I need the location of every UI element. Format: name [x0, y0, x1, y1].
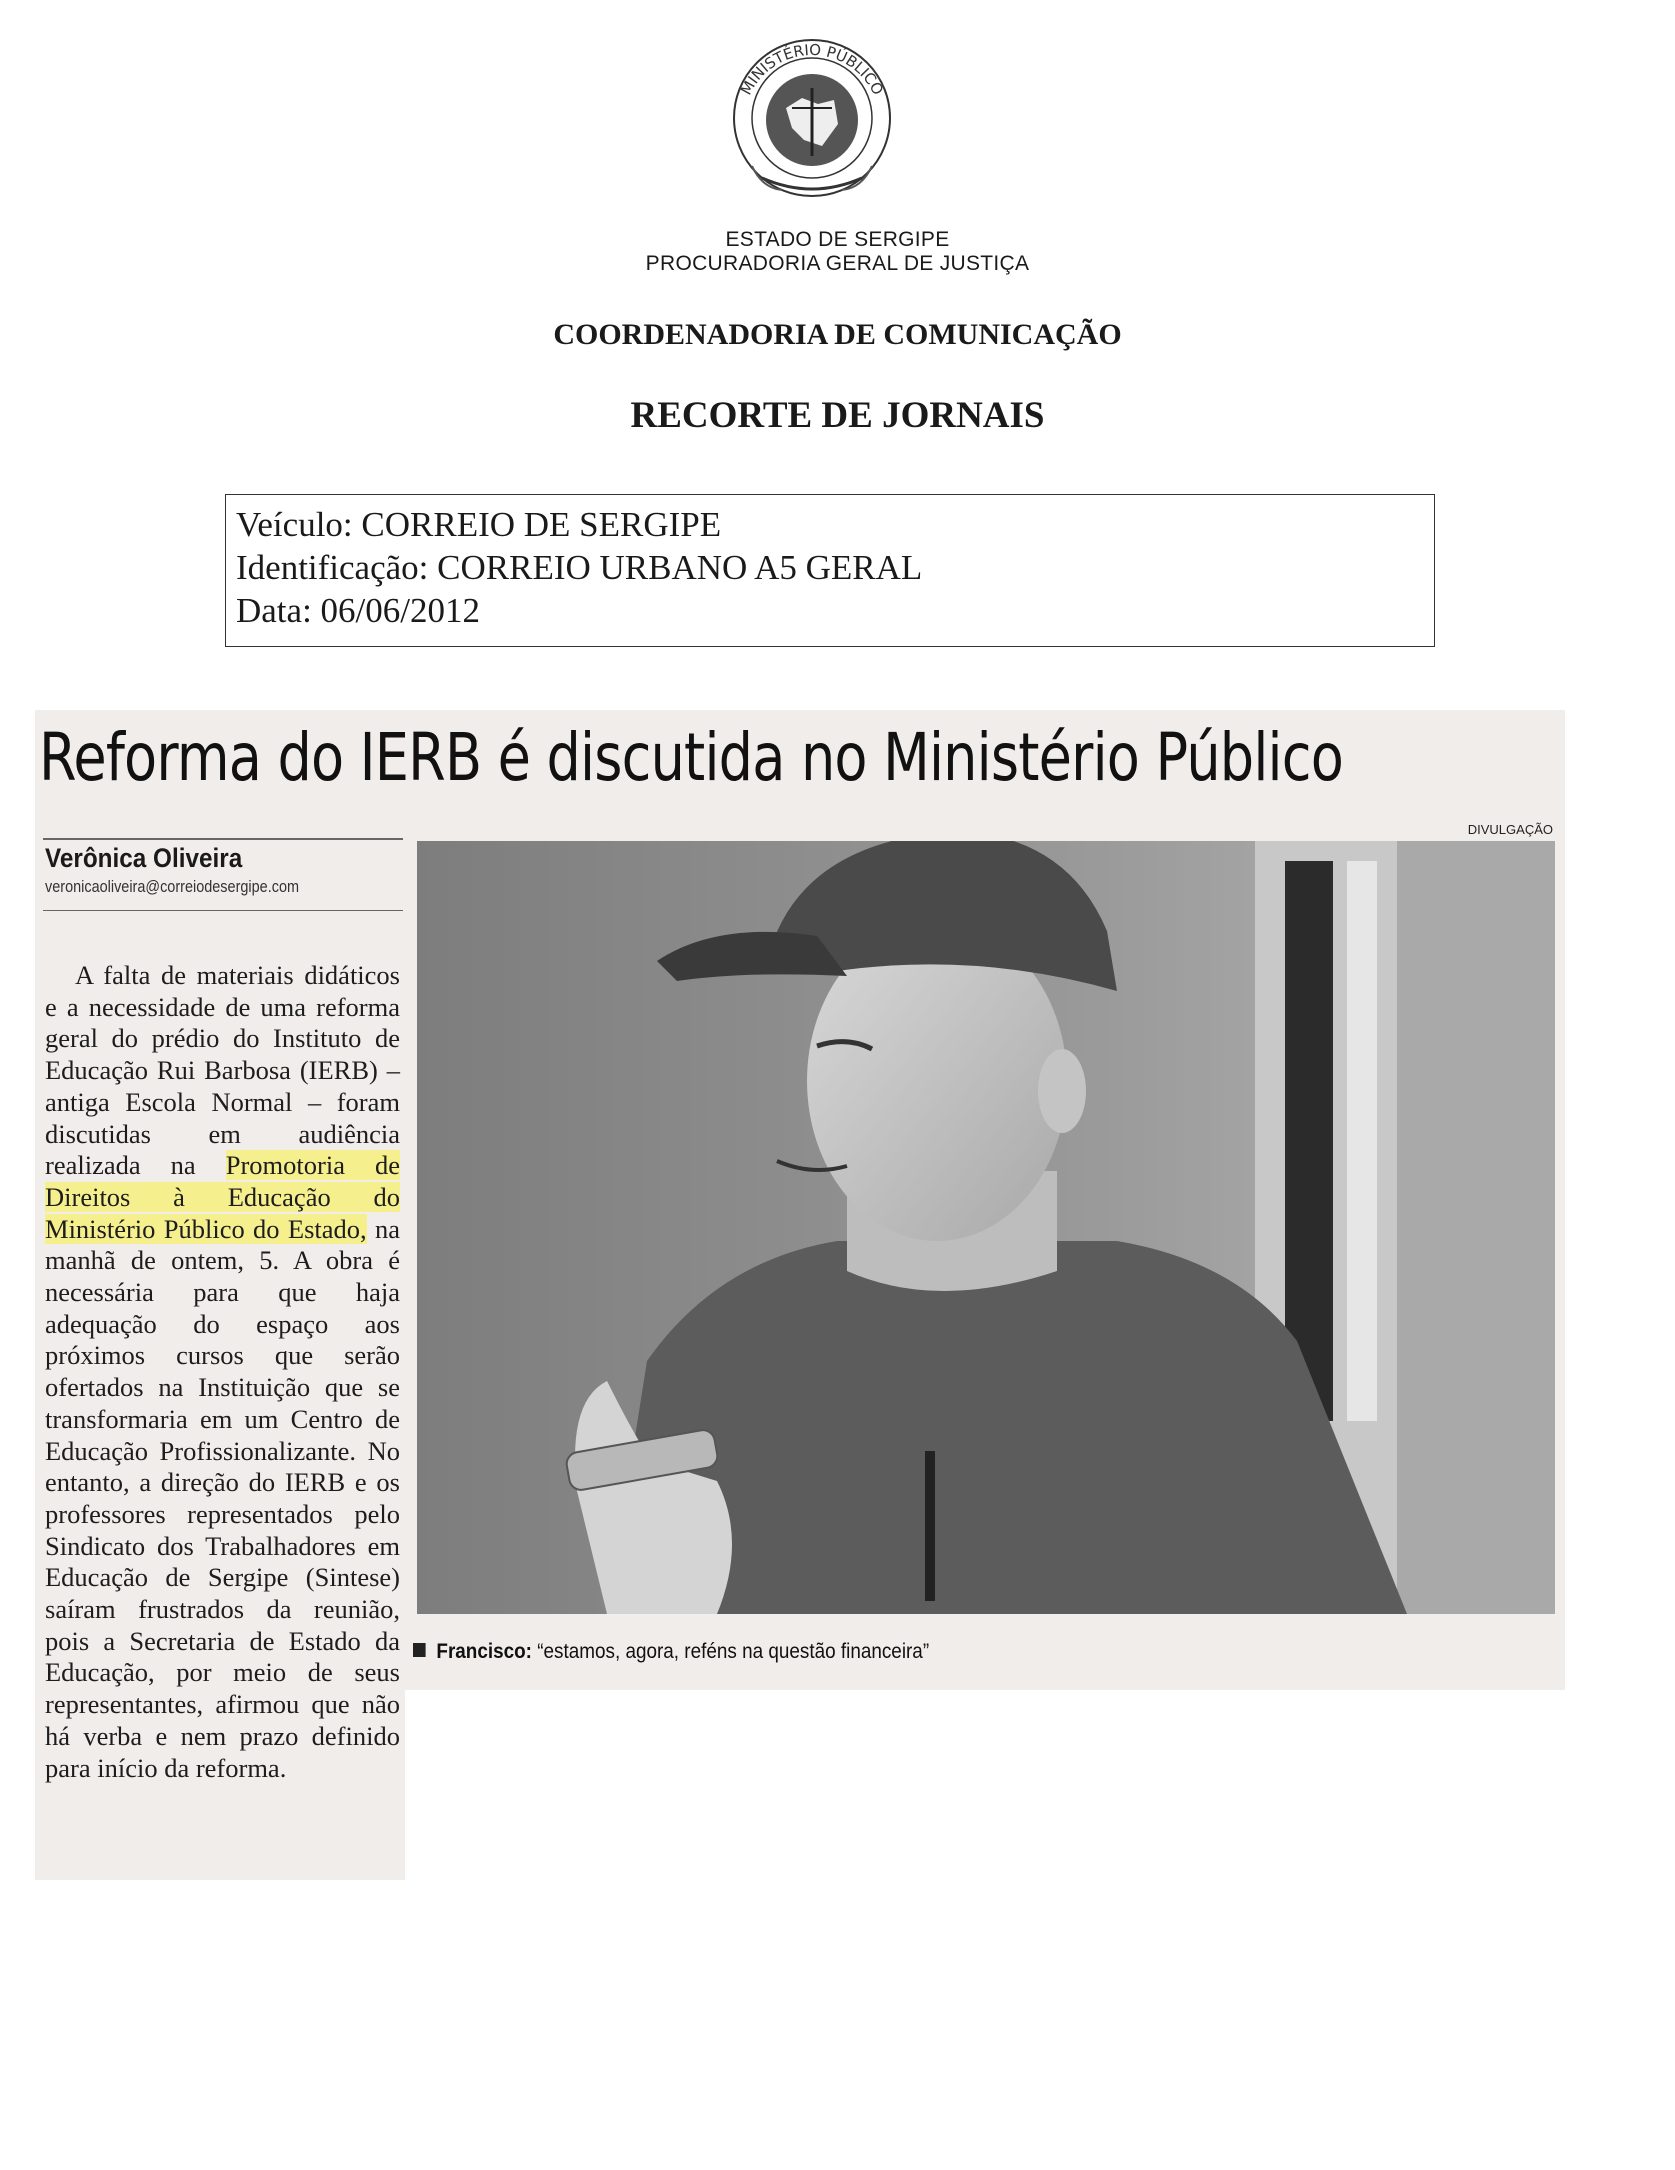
byline-rule [43, 910, 403, 911]
date-line: Data: 06/06/2012 [236, 591, 480, 630]
photo-credit: DIVULGAÇÃO [1467, 822, 1553, 837]
author-rule [43, 838, 403, 840]
article-photo [417, 841, 1555, 1614]
article-body [45, 960, 400, 1784]
department-title: COORDENADORIA DE COMUNICAÇÃO [553, 318, 1122, 351]
caption-quote: “estamos, agora, reféns na questão financeira” [537, 1640, 930, 1663]
author-email: veronicaoliveira@correiodesergipe.com [45, 877, 300, 896]
vehicle-line: Veículo: CORREIO DE SERGIPE [236, 505, 722, 544]
newspaper-clipping [35, 710, 1565, 1890]
body-text-part2: na manhã de ontem, 5. A obra é necessária para que haja adequação do espaço aos próximos cursos que serão ofertados na Instituição que se transformaria em um Centro de Educação Profissionalizante. No entanto, a direção do IERB e os professores representados pelo Sindicato dos Trabalhadores em Educação de Sergipe (Sintese) saíram frustrados da reunião, pois a Secretaria de Estado da Educação, por meio de seus representantes, afirmou que não há verba e nem prazo definido para início da reforma. [45, 1213, 401, 1783]
highlighted-text: Promotoria de Direitos à Educação do Ministério Público do Estado, [45, 1150, 401, 1244]
caption-bullet [413, 1643, 426, 1657]
ministerio-publico-seal [722, 28, 902, 208]
procuradoria-line: PROCURADORIA GERAL DE JUSTIÇA [645, 252, 1030, 275]
article-headline: Reforma do IERB é discutida no Ministério Público [39, 719, 1344, 796]
identification-line: Identificação: CORREIO URBANO A5 GERAL [236, 548, 923, 587]
caption-name: Francisco: [436, 1640, 532, 1663]
clipping-info-box [225, 494, 1435, 647]
seal-text: MINISTÉRIO PÚBLICO [736, 40, 888, 98]
body-text-part1: A falta de materiais didáticos e a necessidade de uma reforma geral do prédio do Instituto de Educação Rui Barbosa (IERB) – antiga Escola Normal – foram discutidas em audiência realizada na [45, 960, 400, 1181]
section-title: RECORTE DE JORNAIS [630, 395, 1045, 436]
state-line: ESTADO DE SERGIPE [725, 228, 950, 251]
article-author: Verônica Oliveira [45, 843, 243, 873]
photo-caption [413, 1640, 929, 1664]
